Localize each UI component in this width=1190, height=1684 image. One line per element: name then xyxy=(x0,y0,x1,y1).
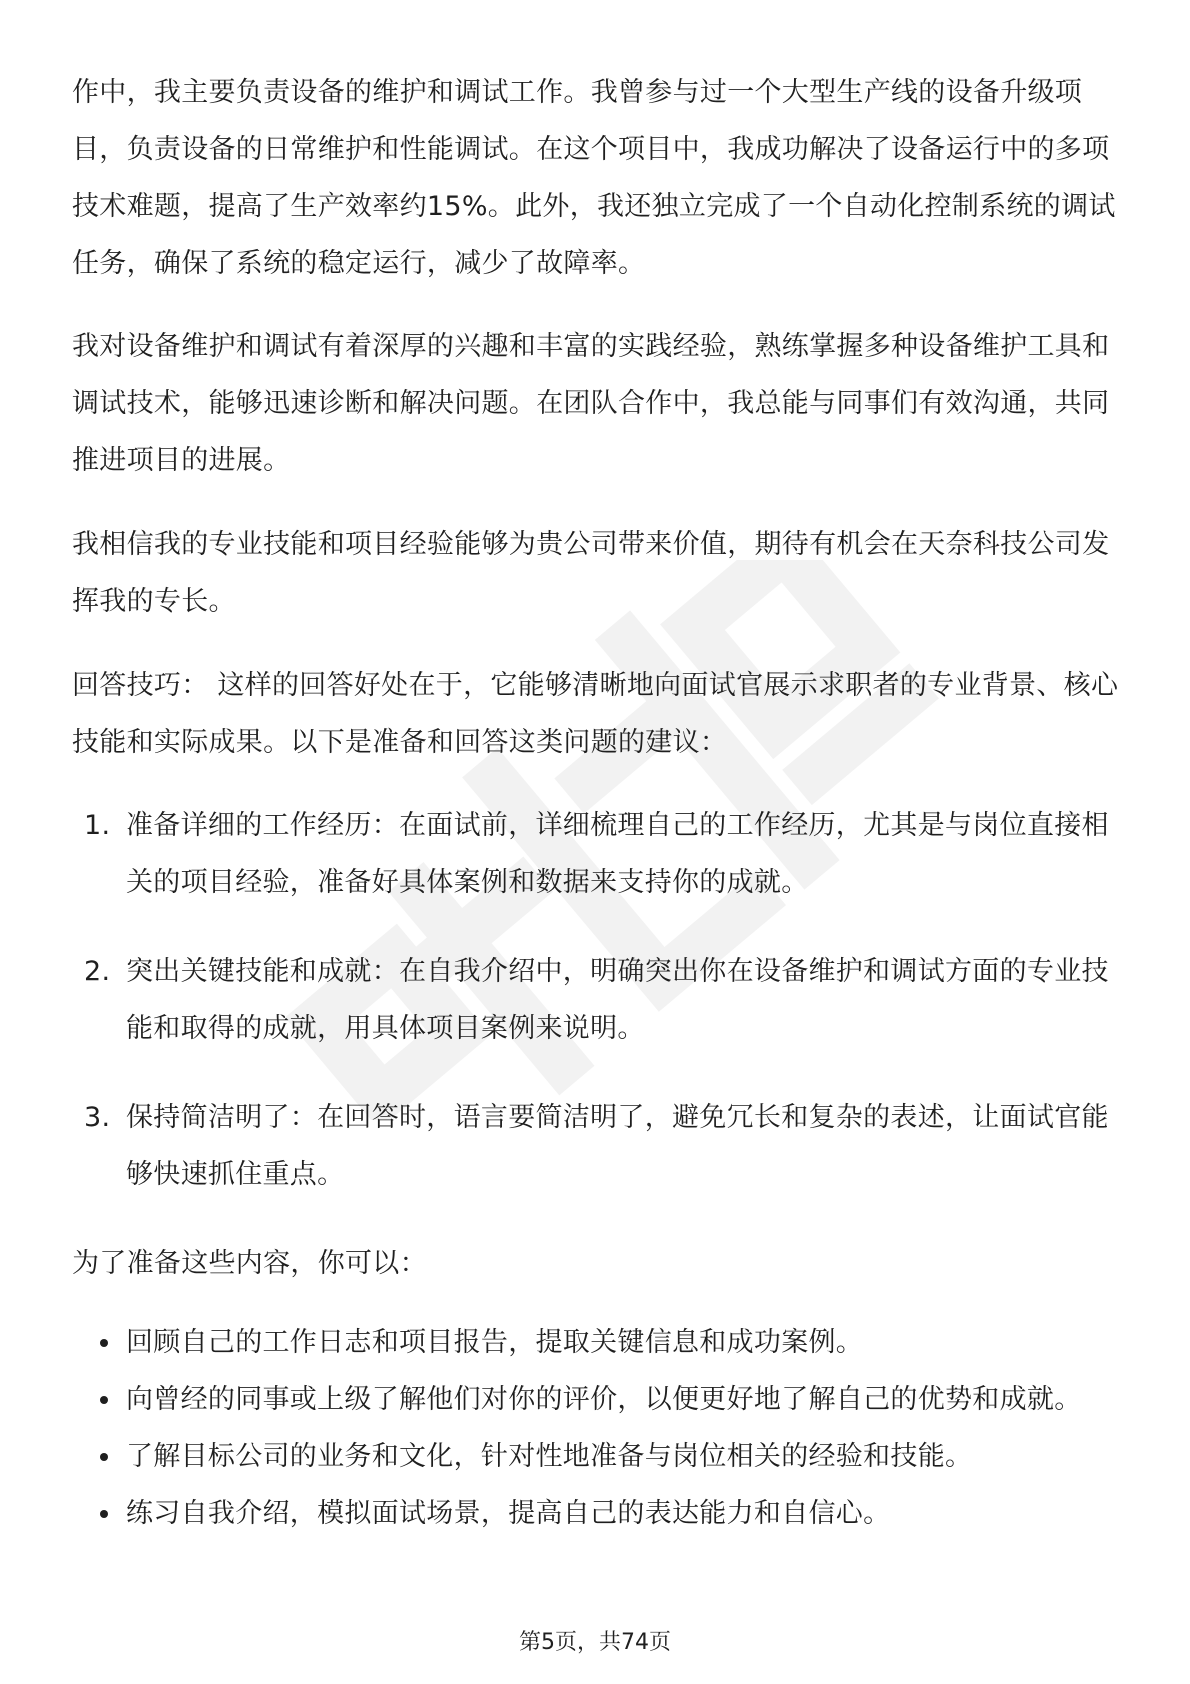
bullet-item xyxy=(72,1371,1122,1428)
bullet-dot-icon xyxy=(100,1339,108,1347)
list-number: 1. xyxy=(84,810,111,841)
bullet-item-text: 练习自我介绍，模拟面试场景，提高自己的表达能力和自信心。 xyxy=(126,1498,891,1529)
bullet-item xyxy=(72,1485,1122,1542)
list-item xyxy=(72,1089,1122,1203)
list-number: 3. xyxy=(84,1102,111,1133)
paragraph-value: 我相信我的专业技能和项目经验能够为贵公司带来价值，期待有机会在天奈科技公司发挥我的专长。 xyxy=(72,529,1110,617)
list-item-text: 突出关键技能和成就：在自我介绍中，明确突出你在设备维护和调试方面的专业技能和取得的成就，用具体项目案例来说明。 xyxy=(126,956,1109,1044)
paragraph-prep-intro: 为了准备这些内容，你可以： xyxy=(72,1248,427,1279)
paragraph-work-experience: 作中，我主要负责设备的维护和调试工作。我曾参与过一个大型生产线的设备升级项目，负责设备的日常维护和性能调试。在这个项目中，我成功解决了设备运行中的多项技术难题，提高了生产效率约15%。此外，我还独立完成了一个自动化控制系统的调试任务，确保了系统的稳定运行，减少了故障率。 xyxy=(72,77,1116,279)
paragraph-answer-tips: 回答技巧： 这样的回答好处在于，它能够清晰地向面试官展示求职者的专业背景、核心技能和实际成果。以下是准备和回答这类问题的建议： xyxy=(72,670,1119,758)
list-item xyxy=(72,943,1122,1057)
bullet-item-text: 了解目标公司的业务和文化，针对性地准备与岗位相关的经验和技能。 xyxy=(126,1441,973,1472)
suggestion-list xyxy=(72,797,1122,1203)
bullet-item-text: 回顾自己的工作日志和项目报告，提取关键信息和成功案例。 xyxy=(126,1327,864,1358)
document-body xyxy=(72,64,1122,1542)
bullet-item xyxy=(72,1428,1122,1485)
bullet-item xyxy=(72,1314,1122,1371)
list-number: 2. xyxy=(84,956,111,987)
prep-bullet-list xyxy=(72,1314,1122,1542)
page-number-footer: 第5页，共74页 xyxy=(519,1630,671,1655)
list-item xyxy=(72,797,1122,911)
bullet-dot-icon xyxy=(100,1453,108,1461)
list-item-text: 准备详细的工作经历：在面试前，详细梳理自己的工作经历，尤其是与岗位直接相关的项目经验，准备好具体案例和数据来支持你的成就。 xyxy=(126,810,1109,898)
bullet-item-text: 向曾经的同事或上级了解他们对你的评价，以便更好地了解自己的优势和成就。 xyxy=(126,1384,1082,1415)
paragraph-skills: 我对设备维护和调试有着深厚的兴趣和丰富的实践经验，熟练掌握多种设备维护工具和调试技术，能够迅速诊断和解决问题。在团队合作中，我总能与同事们有效沟通，共同推进项目的进展。 xyxy=(72,331,1110,476)
list-item-text: 保持简洁明了：在回答时，语言要简洁明了，避免冗长和复杂的表述，让面试官能够快速抓住重点。 xyxy=(126,1102,1109,1190)
bullet-dot-icon xyxy=(100,1396,108,1404)
bullet-dot-icon xyxy=(100,1510,108,1518)
